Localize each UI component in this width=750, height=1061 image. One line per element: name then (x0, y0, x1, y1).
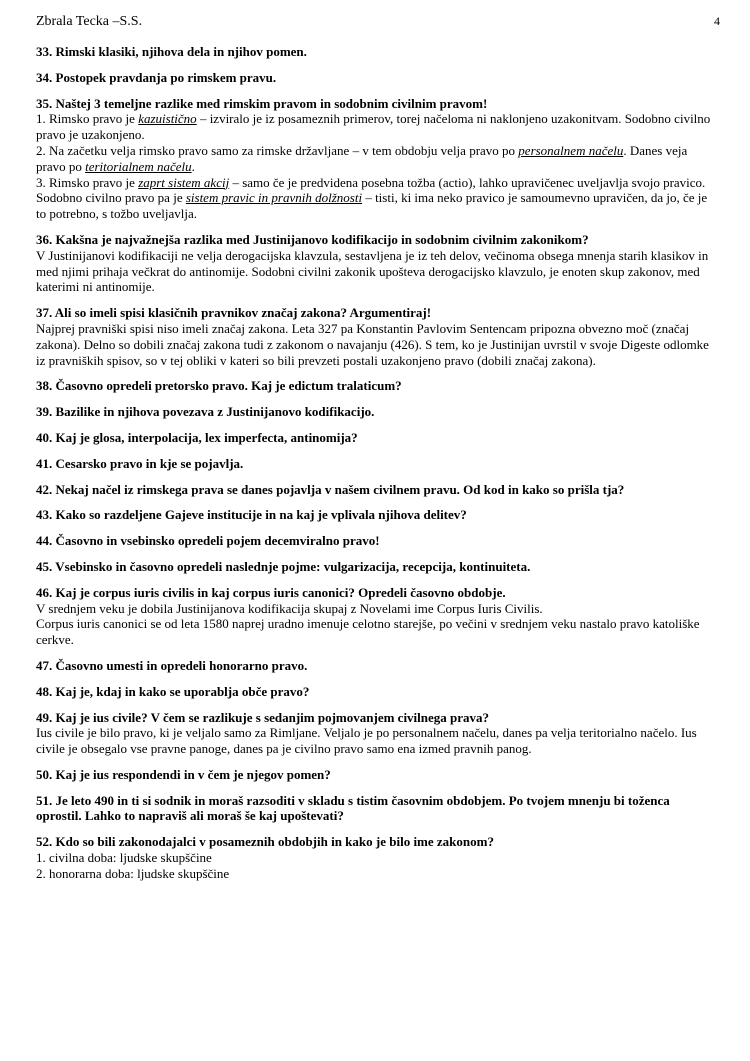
question-48 (36, 684, 716, 700)
emphasized-term: sistem pravic in pravnih dolžnosti (185, 190, 363, 206)
question-43 (36, 507, 716, 523)
answer-text: V Justinijanovi kodifikaciji ne velja derogacijska klavzula, sestavljena je iz teh delov, večinoma obsega mnenja starih klasikov in med njimi prihaja večkrat do antinomije. Sodobni civilni zakonik upošteva derogacijsko klavzulo, je enoten skup zakonov, med katerimi ni antinomije. (36, 247, 709, 295)
question-40 (36, 430, 716, 446)
question-title: 37. Ali so imeli spisi klasičnih pravnikov značaj zakona? Argumentiraj! (36, 305, 432, 321)
question-title: 47. Časovno umesti in opredeli honorarno pravo. (36, 657, 308, 673)
question-title: 35. Naštej 3 temeljne razlike med rimskim pravom in sodobnim civilnim pravom! (36, 95, 488, 111)
emphasized-term: teritorialnem načelu (85, 158, 192, 174)
answer-text: . Danes veja pravo po (36, 142, 688, 174)
question-title: 41. Cesarsko pravo in kje se pojavlja. (36, 455, 244, 471)
question-title: 36. Kakšna je najvažnejša razlika med Justinijanovo kodifikacijo in sodobnim civilnim zakonikom? (36, 231, 589, 247)
question-title: 45. Vsebinsko in časovno opredeli naslednje pojme: vulgarizacija, recepcija, kontinuiteta. (36, 558, 531, 574)
page-number: 4 (714, 14, 720, 28)
question-title: 48. Kaj je, kdaj in kako se uporablja obče pravo? (36, 683, 310, 699)
question-39 (36, 404, 716, 420)
header-title: Zbrala Tecka –S.S. (36, 14, 143, 29)
answer-text: 1. civilna doba: ljudske skupščine (36, 850, 212, 866)
question-title: 33. Rimski klasiki, njihova dela in njihov pomen. (36, 44, 307, 59)
question-52 (36, 834, 716, 881)
question-47 (36, 658, 716, 674)
question-49 (36, 710, 716, 757)
question-title: 44. Časovno in vsebinsko opredeli pojem decemviralno pravo! (36, 533, 380, 549)
emphasized-term: kazuistično (138, 111, 197, 127)
question-33 (36, 44, 716, 60)
answer-text: . (191, 158, 195, 174)
question-42 (36, 482, 716, 498)
emphasized-term: personalnem načelu (518, 142, 624, 158)
answer-text: – tisti, ki ima neko pravico je samoumevno upravičen, da jo, če je to potrebno, s tožbo uveljavlja. (36, 190, 708, 222)
answer-text: V srednjem veku je dobila Justinijanova kodifikacija skupaj z Novelami ime Corpus Iuris Civilis. (36, 600, 543, 616)
question-36 (36, 232, 716, 295)
question-50 (36, 767, 716, 783)
answer-text: – izviralo je iz posameznih primerov, torej načeloma ni naklonjeno uzakonitvam. Sodobno civilno pravo je uzakonjeno. (36, 111, 711, 143)
page-header (36, 14, 720, 36)
answer-paragraph-3 (36, 175, 716, 222)
question-title: 51. Je leto 490 in ti si sodnik in moraš razsoditi v skladu s tistim časovnim obdobjem. Po tvojem mnenju bi toženca oprostil. Lahko to napraviš ali moraš še kaj upoštevati? (36, 792, 670, 824)
answer-text: Corpus iuris canonici se od leta 1580 naprej uradno imenuje celotno starejše, po večini v srednjem veku nastalo pravo katoliške cerkve. (36, 616, 700, 648)
question-title: 40. Kaj je glosa, interpolacija, lex imperfecta, antinomija? (36, 429, 358, 445)
answer-text: Najprej pravniški spisi niso imeli značaj zakona. Leta 327 pa Konstantin Pavlovim Sentencam pripozna obvezno moč (značaj zakona). Delno so dobili značaj zakona tudi z zakonom o navajanju (426). S tem, ko je Justinijan uvrstil v svoje Digeste odlomke iz pravniških spisov, so v tej obliki v kateri so bili prevzeti postali uzakonjeno pravo (dobili značaj zakona). (36, 320, 709, 368)
question-title: 34. Postopek pravdanja po rimskem pravu. (36, 69, 277, 85)
question-title: 50. Kaj je ius respondendi in v čem je njegov pomen? (36, 766, 331, 782)
question-title: 49. Kaj je ius civile? V čem se razlikuje s sedanjim pojmovanjem civilnega prava? (36, 709, 490, 725)
question-title: 38. Časovno opredeli pretorsko pravo. Kaj je edictum tralaticum? (36, 378, 402, 394)
answer-text: 2. Na začetku velja rimsko pravo samo za rimske državljane – v tem obdobju velja pravo po (36, 142, 519, 158)
question-title: 43. Kako so razdeljene Gajeve institucije in na kaj je vplivala njihova delitev? (36, 507, 467, 523)
answer-text: Ius civile je bilo pravo, ki je veljalo samo za Rimljane. Veljalo je po personalnem načelu, danes pa velja teritorialno načelo. Ius civile je obsegalo vse pravne panoge, danes pa je civilno pravo samo ena izmed pravnih panog. (36, 725, 697, 757)
question-44 (36, 533, 716, 549)
question-title: 46. Kaj je corpus iuris civilis in kaj corpus iuris canonici? Opredeli časovno obdobje. (36, 584, 506, 600)
answer-paragraph-2 (36, 143, 716, 175)
question-title: 39. Bazilike in njihova povezava z Justinijanovo kodifikacijo. (36, 404, 375, 420)
question-title: 52. Kdo so bili zakonodajalci v posameznih obdobjih in kako je bilo ime zakonom? (36, 834, 494, 850)
question-37 (36, 305, 716, 368)
answer-text: 1. Rimsko pravo je (36, 111, 139, 127)
answer-text: 3. Rimsko pravo je (36, 174, 139, 190)
question-title: 42. Nekaj načel iz rimskega prava se danes pojavlja v našem civilnem pravu. Od kod in kako so prišla tja? (36, 481, 625, 497)
question-51 (36, 793, 716, 825)
answer-paragraph-1 (36, 111, 716, 143)
question-35 (36, 96, 716, 222)
question-38 (36, 378, 716, 394)
answer-text: – samo če je predvidena posebna tožba (actio), lahko upravičenec uveljavlja svojo pravico. Sodobno civilno pravo pa je (36, 174, 706, 206)
document-page (36, 14, 720, 882)
question-45 (36, 559, 716, 575)
emphasized-term: zaprt sistem akcij (138, 174, 230, 190)
question-41 (36, 456, 716, 472)
answer-text: 2. honorarna doba: ljudske skupščine (36, 865, 230, 881)
question-46 (36, 585, 716, 648)
question-34 (36, 70, 716, 86)
